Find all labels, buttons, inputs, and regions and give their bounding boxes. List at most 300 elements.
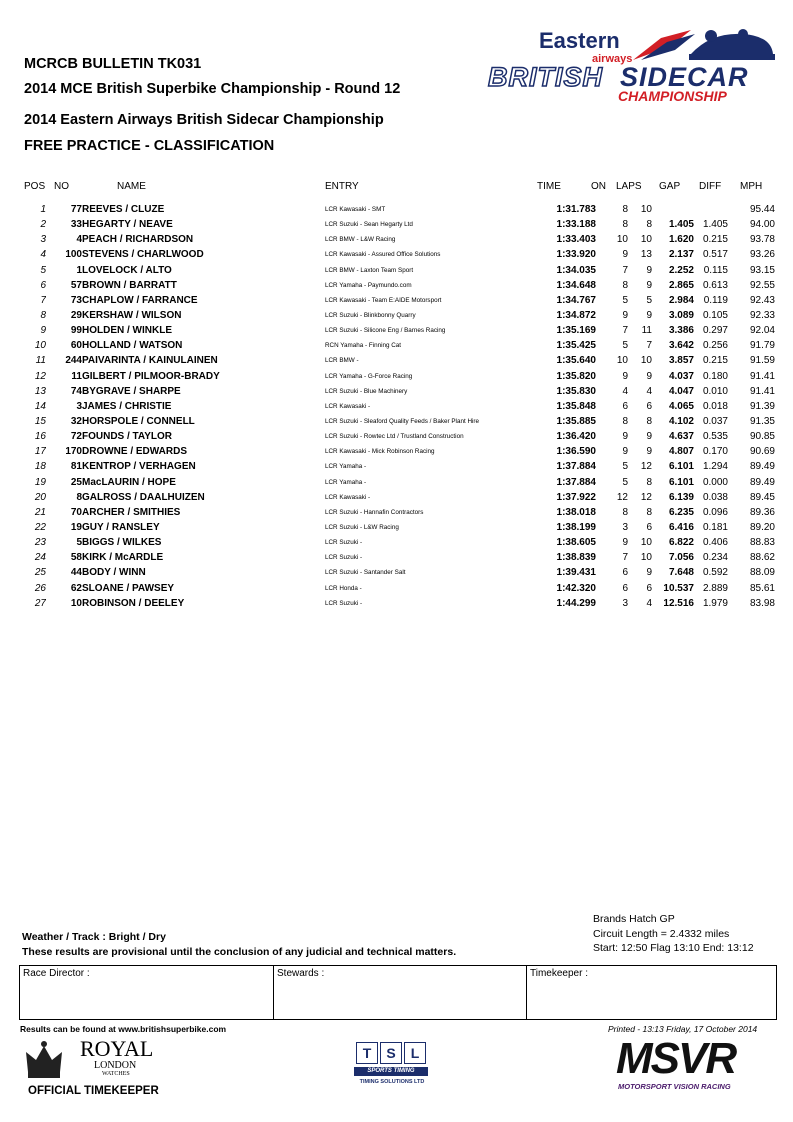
cell-diff: 0.256 (702, 340, 728, 352)
cell-pos: 9 (40, 325, 46, 337)
cell-gap (652, 202, 694, 217)
table-row (20, 429, 775, 444)
cell-gap: 4.047 (668, 385, 694, 397)
cell-no: 99 (70, 325, 82, 337)
cell-gap: 3.857 (668, 355, 694, 367)
cell-entry: RCN Yamaha - Finning Cat (325, 342, 402, 350)
results-table (20, 202, 775, 611)
cell-time: 1:34.648 (556, 279, 596, 291)
table-row (20, 338, 775, 353)
cell-pos: 11 (35, 355, 46, 367)
results-url: Results can be found at www.britishsuperbike.com (20, 1024, 227, 1034)
cell-laps: 7 (646, 340, 652, 352)
cell-diff: 1.294 (702, 461, 728, 473)
cell-name: KIRK / McARDLE (82, 552, 164, 564)
cell-time: 1:38.839 (556, 552, 596, 564)
table-row (20, 247, 775, 262)
cell-pos: 17 (34, 446, 46, 458)
cell-no: 244 (65, 355, 82, 367)
cell-name: REEVES / CLUZE (82, 204, 165, 216)
tsl-l: L (404, 1042, 426, 1064)
cell-pos: 12 (34, 370, 46, 382)
cell-name: ROBINSON / DEELEY (82, 597, 185, 609)
cell-on: 10 (616, 234, 628, 246)
cell-mph: 95.44 (749, 204, 775, 216)
cell-entry: LCR Kawasaki - Mick Robinson Racing (325, 448, 435, 456)
cell-pos: 8 (40, 310, 46, 322)
signature-box (19, 965, 777, 1020)
cell-name: HORSPOLE / CONNELL (82, 416, 195, 428)
table-row (20, 202, 775, 217)
cell-name: BIGGS / WILKES (82, 537, 162, 549)
cell-entry: LCR Suzuki - Sean Hegarty Ltd (325, 221, 413, 229)
cell-on: 7 (622, 552, 628, 564)
cell-no: 58 (70, 552, 82, 564)
cell-time: 1:35.820 (556, 370, 596, 382)
cell-no: 73 (70, 294, 82, 306)
cell-gap: 4.637 (668, 431, 694, 443)
cell-name: KERSHAW / WILSON (82, 310, 182, 322)
cell-entry: LCR Kawasaki - Assured Office Solutions (325, 251, 441, 259)
cell-diff: 0.038 (702, 491, 728, 503)
cell-time: 1:34.767 (556, 294, 596, 306)
cell-diff: 0.119 (703, 294, 728, 306)
cell-name: STEVENS / CHARLWOOD (82, 249, 204, 261)
cell-diff: 2.889 (702, 582, 728, 594)
cell-name: MacLAURIN / HOPE (82, 476, 176, 488)
cell-name: GUY / RANSLEY (82, 522, 160, 534)
cell-no: 25 (70, 476, 82, 488)
cell-on: 8 (622, 204, 628, 216)
cell-pos: 19 (34, 476, 46, 488)
cell-diff: 0.181 (702, 522, 728, 534)
table-row (20, 444, 775, 459)
cell-diff: 0.000 (702, 476, 728, 488)
cell-pos: 22 (34, 522, 46, 534)
cell-diff (694, 202, 728, 217)
table-row (20, 565, 775, 580)
table-row (20, 369, 775, 384)
cell-no: 100 (65, 249, 82, 261)
table-row (20, 384, 775, 399)
cell-entry: LCR Kawasaki - Team E:AIDE Motorsport (325, 296, 442, 304)
logo-british: BRITISH (488, 62, 603, 92)
cell-diff: 0.297 (702, 325, 728, 337)
cell-entry: LCR Suzuki - Hannafin Contractors (325, 508, 424, 516)
timekeeper-cell: Timekeeper : (530, 968, 588, 979)
cell-diff: 0.018 (702, 400, 728, 412)
cell-diff: 0.010 (702, 385, 728, 397)
cell-name: GALROSS / DAALHUIZEN (82, 491, 205, 503)
cell-pos: 14 (34, 400, 46, 412)
cell-diff: 0.535 (702, 431, 728, 443)
cell-time: 1:35.640 (556, 355, 596, 367)
cell-name: SLOANE / PAWSEY (82, 582, 175, 594)
cell-diff: 0.037 (702, 416, 728, 428)
circuit-length: Circuit Length = 2.4332 miles (593, 928, 730, 940)
cell-pos: 4 (40, 249, 46, 261)
cell-entry: LCR Suzuki - Silicone Eng / Barnes Racing (325, 327, 446, 335)
cell-mph: 92.33 (749, 310, 775, 322)
table-row (20, 581, 775, 596)
cell-name: CHAPLOW / FARRANCE (82, 294, 198, 306)
cell-laps: 10 (640, 355, 652, 367)
cell-name: DROWNE / EDWARDS (82, 446, 187, 458)
cell-mph: 92.55 (749, 279, 775, 291)
cell-diff: 0.215 (702, 355, 728, 367)
cell-laps: 8 (646, 416, 652, 428)
cell-entry: LCR Suzuki - (325, 599, 363, 607)
cell-mph: 91.35 (749, 416, 775, 428)
cell-laps: 4 (646, 597, 652, 609)
cell-entry: LCR Suzuki - (325, 554, 363, 562)
cell-gap: 4.037 (668, 370, 694, 382)
cell-on: 8 (622, 219, 628, 231)
cell-time: 1:34.872 (556, 310, 596, 322)
cell-time: 1:36.420 (556, 431, 596, 443)
cell-on: 8 (622, 279, 628, 291)
cell-on: 9 (622, 310, 628, 322)
table-row (20, 232, 775, 247)
logo-airways: airways (592, 53, 633, 65)
cell-on: 9 (622, 537, 628, 549)
msvr-logo (616, 1034, 776, 1096)
cell-no: 72 (70, 431, 82, 443)
cell-no: 3 (76, 400, 82, 412)
table-row (20, 323, 775, 338)
cell-mph: 91.41 (749, 370, 775, 382)
official-timekeeper: OFFICIAL TIMEKEEPER (28, 1085, 159, 1097)
col-pos: POS (24, 181, 46, 192)
cell-time: 1:31.783 (556, 204, 596, 216)
cell-on: 6 (622, 400, 628, 412)
cell-entry: LCR Suzuki - Sleaford Quality Feeds / Baker Plant Hire (325, 418, 479, 426)
tsl-s: S (380, 1042, 402, 1064)
cell-laps: 9 (646, 567, 652, 579)
cell-pos: 10 (34, 340, 46, 352)
cell-laps: 12 (640, 461, 652, 473)
cell-on: 5 (622, 294, 628, 306)
cell-laps: 4 (646, 385, 652, 397)
cell-diff: 1.979 (702, 597, 728, 609)
cell-diff: 0.215 (702, 234, 728, 246)
cell-laps: 6 (646, 522, 652, 534)
cell-name: BODY / WINN (82, 567, 146, 579)
cell-name: KENTROP / VERHAGEN (82, 461, 196, 473)
cell-no: 81 (70, 461, 82, 473)
cell-gap: 10.537 (663, 582, 694, 594)
cell-name: BYGRAVE / SHARPE (82, 385, 181, 397)
cell-name: FOUNDS / TAYLOR (82, 431, 173, 443)
cell-laps: 10 (640, 552, 652, 564)
cell-mph: 94.00 (749, 219, 775, 231)
cell-name: BROWN / BARRATT (82, 279, 177, 291)
cell-time: 1:38.199 (556, 522, 596, 534)
cell-mph: 88.83 (749, 537, 775, 549)
cell-no: 5 (76, 537, 82, 549)
cell-laps: 9 (646, 264, 652, 276)
cell-diff: 0.406 (702, 537, 728, 549)
col-gap: GAP (659, 181, 681, 192)
cell-mph: 89.49 (749, 476, 775, 488)
cell-time: 1:35.169 (556, 325, 596, 337)
cell-mph: 88.62 (749, 552, 775, 564)
cell-laps: 10 (640, 234, 652, 246)
cell-on: 5 (622, 476, 628, 488)
col-name: NAME (117, 181, 146, 192)
cell-gap: 3.642 (668, 340, 694, 352)
bulletin-number: MCRCB BULLETIN TK031 (24, 56, 202, 72)
cell-time: 1:34.035 (556, 264, 596, 276)
table-row (20, 490, 775, 505)
cell-gap: 1.620 (668, 234, 694, 246)
cell-time: 1:37.884 (556, 476, 596, 488)
cell-time: 1:35.848 (556, 400, 596, 412)
royal-london-logo (20, 1036, 180, 1102)
cell-entry: LCR Yamaha - Paymundo.com (325, 281, 412, 289)
cell-name: HOLLAND / WATSON (82, 340, 183, 352)
cell-gap: 2.984 (668, 294, 694, 306)
cell-on: 8 (622, 506, 628, 518)
table-row (20, 217, 775, 232)
cell-on: 8 (622, 416, 628, 428)
cell-pos: 20 (34, 491, 46, 503)
cell-on: 7 (622, 325, 628, 337)
cell-entry: LCR Honda - (325, 584, 362, 592)
cell-pos: 2 (40, 219, 46, 231)
cell-mph: 91.79 (749, 340, 775, 352)
cell-on: 9 (622, 431, 628, 443)
col-laps: LAPS (616, 181, 642, 192)
cell-mph: 91.39 (749, 400, 775, 412)
cell-gap: 2.865 (668, 279, 694, 291)
col-diff: DIFF (699, 181, 722, 192)
cell-no: 8 (76, 491, 82, 503)
cell-laps: 6 (646, 582, 652, 594)
cell-on: 7 (622, 264, 628, 276)
cell-on: 6 (622, 567, 628, 579)
table-row (20, 475, 775, 490)
cell-no: 74 (70, 385, 82, 397)
cell-entry: LCR Suzuki - Blue Machinery (325, 387, 408, 395)
cell-gap: 6.822 (668, 537, 694, 549)
msvr-text: MSVR (616, 1034, 736, 1083)
cell-diff: 0.170 (702, 446, 728, 458)
cell-time: 1:39.431 (556, 567, 596, 579)
cell-no: 29 (70, 310, 82, 322)
cell-gap: 2.252 (668, 264, 694, 276)
sports-timing: SPORTS TIMING (354, 1067, 428, 1076)
cell-on: 9 (622, 370, 628, 382)
cell-mph: 83.98 (749, 597, 775, 609)
cell-diff: 0.592 (702, 567, 728, 579)
cell-pos: 1 (40, 204, 46, 216)
cell-gap: 4.065 (668, 400, 694, 412)
cell-laps: 9 (646, 279, 652, 291)
tsl-t: T (356, 1042, 378, 1064)
cell-pos: 25 (34, 567, 46, 579)
cell-gap: 6.416 (668, 522, 694, 534)
cell-mph: 91.41 (749, 385, 775, 397)
cell-name: JAMES / CHRISTIE (82, 400, 172, 412)
cell-no: 4 (76, 234, 82, 246)
stewards-cell: Stewards : (274, 966, 527, 1019)
tsl-logo (352, 1040, 432, 1092)
royal-text: ROYAL (80, 1036, 154, 1061)
cell-gap: 3.386 (668, 325, 694, 337)
cell-pos: 5 (40, 264, 46, 276)
cell-gap: 6.235 (668, 506, 694, 518)
cell-mph: 89.49 (749, 461, 775, 473)
cell-entry: LCR Kawasaki - SMT (325, 206, 386, 214)
cell-mph: 90.69 (749, 446, 775, 458)
cell-no: 11 (71, 370, 82, 382)
cell-entry: LCR BMW - L&W Racing (325, 236, 396, 244)
cell-time: 1:37.884 (556, 461, 596, 473)
cell-no: 62 (70, 582, 82, 594)
table-row (20, 263, 775, 278)
cell-on: 5 (622, 461, 628, 473)
cell-entry: LCR Suzuki - Rowtec Ltd / Trustland Construction (325, 433, 464, 441)
logo-eastern: Eastern (539, 28, 620, 53)
cell-laps: 6 (646, 400, 652, 412)
cell-entry: LCR Yamaha - (325, 478, 367, 486)
cell-no: 10 (70, 597, 82, 609)
cell-time: 1:35.885 (556, 416, 596, 428)
cell-no: 170 (65, 446, 82, 458)
event-title: 2014 MCE British Superbike Championship - Round 12 (24, 81, 401, 97)
cell-diff: 0.234 (702, 552, 728, 564)
cell-mph: 90.85 (749, 431, 775, 443)
cell-pos: 26 (34, 582, 46, 594)
cell-laps: 5 (646, 294, 652, 306)
provisional-note: These results are provisional until the conclusion of any judicial and technical matters. (22, 946, 457, 958)
cell-diff: 0.105 (702, 310, 728, 322)
cell-entry: LCR Suzuki - Santander Salt (325, 569, 406, 577)
cell-entry: LCR Suzuki - Blinkbonny Quarry (325, 312, 416, 320)
cell-laps: 8 (646, 506, 652, 518)
cell-gap: 4.102 (668, 416, 694, 428)
cell-pos: 13 (34, 385, 46, 397)
table-row (20, 308, 775, 323)
cell-name: HEGARTY / NEAVE (82, 219, 173, 231)
cell-name: PEACH / RICHARDSON (82, 234, 194, 246)
cell-name: ARCHER / SMITHIES (82, 506, 181, 518)
cell-no: 60 (70, 340, 82, 352)
logo-sidecar: SIDECAR (620, 62, 749, 92)
col-mph: MPH (740, 181, 763, 192)
cell-mph: 93.26 (749, 249, 775, 261)
cell-diff: 0.096 (702, 506, 728, 518)
cell-pos: 7 (40, 294, 46, 306)
cell-gap: 1.405 (668, 219, 694, 231)
cell-mph: 92.43 (749, 294, 775, 306)
cell-time: 1:42.320 (556, 582, 596, 594)
cell-laps: 10 (640, 537, 652, 549)
cell-entry: LCR Kawasaki - (325, 493, 371, 501)
cell-on: 3 (622, 522, 628, 534)
cell-pos: 6 (40, 279, 46, 291)
timing-solutions: TIMING SOLUTIONS LTD (359, 1079, 425, 1085)
cell-no: 44 (70, 567, 82, 579)
cell-entry: LCR Kawasaki - (325, 402, 371, 410)
cell-no: 77 (70, 204, 82, 216)
cell-entry: LCR Suzuki - (325, 539, 363, 547)
race-director-cell: Race Director : (20, 966, 274, 1019)
cell-gap: 6.101 (668, 461, 694, 473)
cell-gap: 2.137 (668, 249, 694, 261)
cell-pos: 27 (34, 597, 46, 609)
cell-laps: 9 (646, 310, 652, 322)
cell-entry: LCR Yamaha - (325, 463, 367, 471)
table-row (20, 505, 775, 520)
cell-no: 57 (70, 279, 82, 291)
cell-laps: 9 (646, 446, 652, 458)
cell-gap: 3.089 (668, 310, 694, 322)
col-no: NO (54, 181, 69, 192)
table-row (20, 459, 775, 474)
cell-mph: 88.09 (749, 567, 775, 579)
sidecar-icon (631, 24, 776, 66)
cell-entry: LCR Yamaha - G-Force Racing (325, 372, 413, 380)
cell-time: 1:37.922 (556, 491, 596, 503)
session-title: FREE PRACTICE - CLASSIFICATION (24, 138, 275, 154)
cell-no: 19 (70, 522, 82, 534)
cell-on: 12 (616, 491, 628, 503)
cell-laps: 9 (646, 431, 652, 443)
cell-on: 6 (622, 582, 628, 594)
cell-laps: 13 (640, 249, 652, 261)
cell-name: PAIVARINTA / KAINULAINEN (82, 355, 218, 367)
cell-time: 1:33.403 (556, 234, 596, 246)
cell-entry: LCR BMW - Laxton Team Sport (325, 266, 414, 274)
cell-mph: 89.36 (749, 506, 775, 518)
cell-pos: 3 (40, 234, 46, 246)
cell-diff: 0.613 (702, 279, 728, 291)
cell-pos: 18 (34, 461, 46, 473)
cell-time: 1:36.590 (556, 446, 596, 458)
cell-time: 1:35.425 (556, 340, 596, 352)
printed-timestamp: Printed - 13:13 Friday, 17 October 2014 (608, 1024, 758, 1034)
cell-gap: 4.807 (668, 446, 694, 458)
col-entry: ENTRY (325, 181, 359, 192)
cell-gap: 12.516 (663, 597, 694, 609)
cell-diff: 0.180 (702, 370, 728, 382)
championship-logo (486, 24, 776, 108)
cell-time: 1:33.188 (556, 219, 596, 231)
cell-pos: 23 (34, 537, 46, 549)
table-row (20, 399, 775, 414)
london-text: LONDON (94, 1060, 137, 1071)
cell-mph: 93.78 (749, 234, 775, 246)
championship-title: 2014 Eastern Airways British Sidecar Championship (24, 112, 384, 128)
cell-time: 1:38.018 (556, 506, 596, 518)
cell-time: 1:38.605 (556, 537, 596, 549)
cell-time: 1:35.830 (556, 385, 596, 397)
cell-gap: 6.101 (668, 476, 694, 488)
cell-on: 4 (622, 385, 628, 397)
table-row (20, 278, 775, 293)
table-row (20, 520, 775, 535)
cell-laps: 11 (641, 325, 652, 337)
crown-icon (22, 1038, 66, 1082)
cell-name: LOVELOCK / ALTO (82, 264, 172, 276)
cell-diff: 0.115 (703, 264, 728, 276)
cell-name: HOLDEN / WINKLE (82, 325, 172, 337)
col-time: TIME (537, 181, 561, 192)
cell-mph: 93.15 (749, 264, 775, 276)
watches-text: WATCHES (102, 1071, 130, 1077)
